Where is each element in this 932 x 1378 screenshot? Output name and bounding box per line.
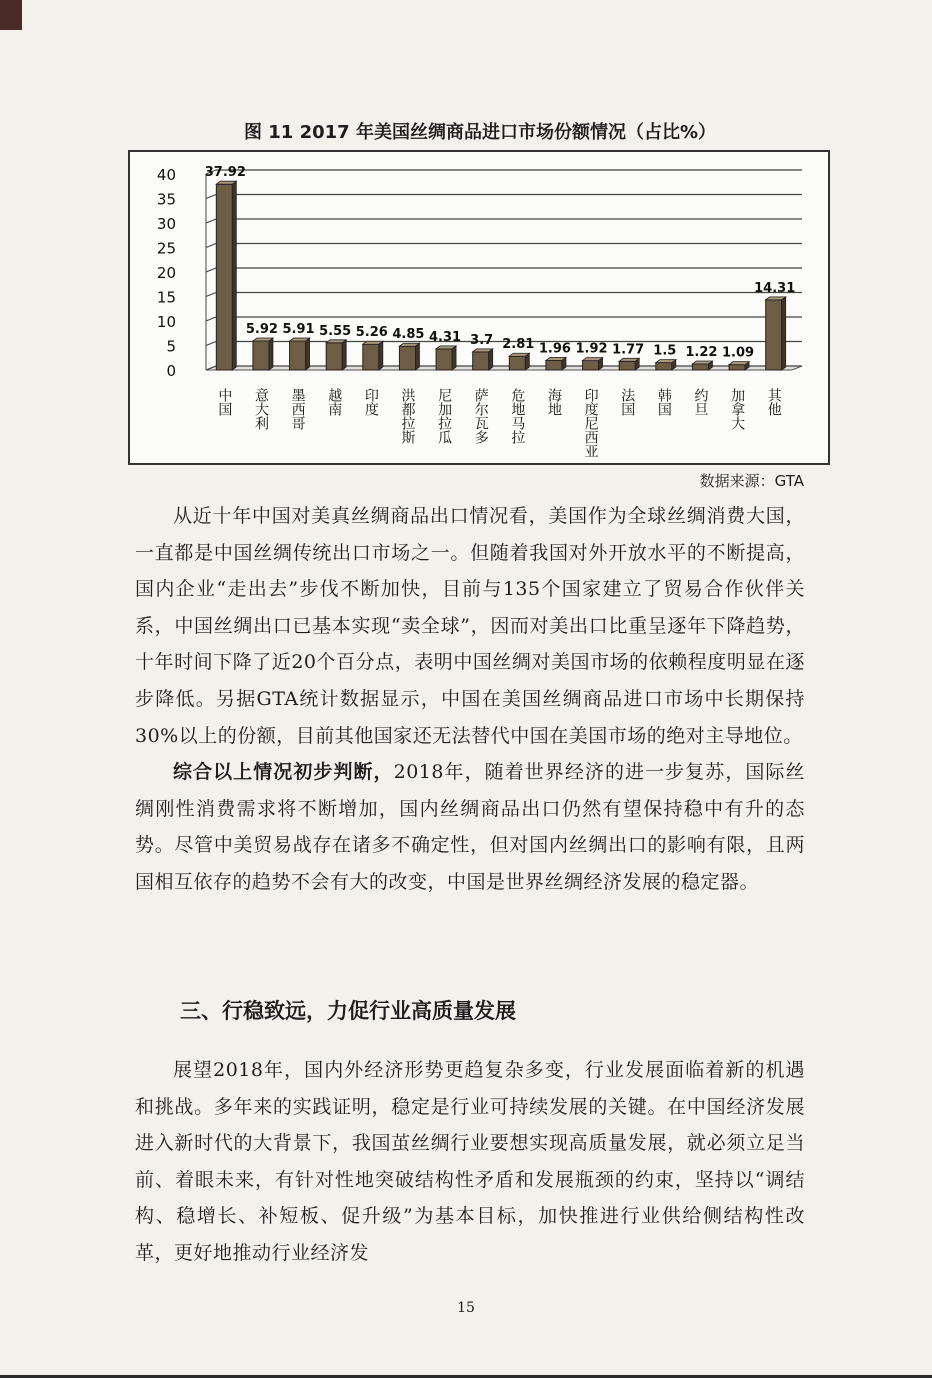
bar-top xyxy=(363,341,383,344)
data-label: 1.77 xyxy=(612,342,645,358)
body-text-lower xyxy=(135,1052,805,1272)
y-tick-label: 5 xyxy=(166,337,176,356)
y-tick-label: 30 xyxy=(156,215,176,233)
data-label: 1.22 xyxy=(685,345,718,361)
category-label: 萨尔瓦多 xyxy=(472,388,489,444)
bar-side xyxy=(489,349,493,370)
page-number: 15 xyxy=(457,1300,475,1316)
paragraph-2 xyxy=(135,754,805,900)
bar xyxy=(363,344,379,370)
bar xyxy=(326,343,342,370)
category-label: 印度尼西亚 xyxy=(582,388,599,458)
bar-top xyxy=(290,338,310,341)
bar-side xyxy=(452,346,456,370)
bar-side xyxy=(379,341,383,370)
data-label: 1.5 xyxy=(653,343,677,359)
gridline-depth xyxy=(206,317,216,321)
data-label: 3.7 xyxy=(470,332,494,348)
category-label: 越南 xyxy=(326,388,343,416)
bar xyxy=(619,361,635,370)
bar-top xyxy=(619,358,639,361)
bar-side xyxy=(342,340,346,370)
bar-top xyxy=(326,340,346,343)
bar xyxy=(509,356,525,370)
y-tick-label: 40 xyxy=(156,166,176,184)
chart-source: 数据来源：GTA xyxy=(699,472,804,490)
paragraph-1 xyxy=(135,498,805,754)
y-tick-label: 25 xyxy=(156,239,176,258)
bar-side xyxy=(415,343,419,370)
bar xyxy=(473,352,489,370)
bar-side xyxy=(232,181,236,370)
bar-side xyxy=(782,297,786,370)
y-tick-label: 15 xyxy=(156,288,176,307)
category-label: 海地 xyxy=(545,388,562,416)
bar xyxy=(436,349,452,370)
chart-frame xyxy=(128,150,830,465)
gridline-depth xyxy=(206,244,216,248)
data-label: 2.81 xyxy=(502,337,535,353)
bar-top xyxy=(583,358,603,361)
category-label: 洪都拉斯 xyxy=(399,388,416,444)
data-label: 4.31 xyxy=(429,329,462,345)
bar xyxy=(766,300,782,370)
category-label: 加拿大 xyxy=(729,388,746,430)
category-label: 危地马拉 xyxy=(509,388,526,444)
data-label: 5.91 xyxy=(282,322,315,338)
bar-chart xyxy=(130,152,828,463)
bar-top xyxy=(729,362,749,365)
data-label: 37.92 xyxy=(204,165,246,181)
paragraph-2-text: 2018年，随着世界经济的进一步复苏，国际丝绸刚性消费需求将不断增加，国内丝绸商品出口仍然有望保持稳中有升的态势。尽管中美贸易战存在诸多不确定性，但对国内丝绸出口的影响有限，且两国相互依存的趋势不会有大的改变，中国是世界丝绸经济发展的稳定器。 xyxy=(135,761,805,893)
category-label: 其他 xyxy=(765,388,782,416)
y-tick-label: 0 xyxy=(166,362,176,380)
bar xyxy=(253,341,269,370)
category-label: 韩国 xyxy=(655,388,672,416)
body-text-upper xyxy=(135,498,805,901)
data-label: 5.26 xyxy=(355,325,388,341)
paragraph-1-text: 从近十年中国对美真丝绸商品出口情况看，美国作为全球丝绸消费大国，一直都是中国丝绸传统出口市场之一。但随着我国对外开放水平的不断提高，国内企业“走出去”步伐不断加快，目前与135个国家建立了贸易合作伙伴关系，中国丝绸出口已基本实现“卖全球”，因而对美出口比重呈逐年下降趋势，十年时间下降了近20个百分点，表明中国丝绸对美国市场的依赖程度明显在逐步降低。另据GTA统计数据显示，中国在美国丝绸商品进口市场中长期保持30%以上的份额，目前其他国家还无法替代中国在美国市场的绝对主导地位。 xyxy=(135,505,805,747)
bar-top xyxy=(436,346,456,349)
data-label: 1.09 xyxy=(722,345,755,361)
bar-top xyxy=(473,349,493,352)
bar-side xyxy=(306,338,310,370)
y-tick-label: 10 xyxy=(156,313,176,331)
category-label: 墨西哥 xyxy=(289,388,306,430)
category-label: 中国 xyxy=(216,388,233,416)
gridline-depth xyxy=(206,268,216,272)
paragraph-2-lead: 综合以上情况初步判断， xyxy=(173,761,394,784)
chart-title: 图 11 2017 年美国丝绸商品进口市场份额情况（占比%） xyxy=(244,122,716,143)
bar xyxy=(729,365,745,370)
category-label: 尼加拉瓜 xyxy=(436,388,453,444)
gridline-depth xyxy=(206,293,216,297)
bar-top xyxy=(509,353,529,356)
data-label: 1.92 xyxy=(575,341,608,357)
data-label: 5.92 xyxy=(245,321,278,337)
data-label: 1.96 xyxy=(538,341,571,357)
page-edge-mark xyxy=(0,0,22,30)
y-tick-label: 35 xyxy=(156,190,176,209)
bar-top xyxy=(656,360,676,363)
bar xyxy=(546,360,562,370)
gridline-depth xyxy=(206,195,216,199)
bar-top xyxy=(253,338,273,341)
category-label: 约旦 xyxy=(692,388,709,416)
bar-top xyxy=(546,357,566,360)
gridline-depth xyxy=(206,219,216,223)
category-label: 印度 xyxy=(362,388,379,416)
category-label: 法国 xyxy=(619,388,636,416)
data-label: 4.85 xyxy=(392,327,425,343)
bar-top xyxy=(216,181,236,184)
bar xyxy=(399,346,415,370)
section-heading: 三、行稳致远，力促行业高质量发展 xyxy=(180,999,516,1023)
paragraph-3: 展望2018年，国内外经济形势更趋复杂多变，行业发展面临着新的机遇和挑战。多年来的实践证明，稳定是行业可持续发展的关键。在中国经济发展进入新时代的大背景下，我国茧丝绸行业要想实现高质量发展，就必须立足当前、着眼未来，有针对性地突破结构性矛盾和发展瓶颈的约束，坚持以“调结构、稳增长、补短板、促升级”为基本目标，加快推进行业供给侧结构性改革，更好地推动行业经济发 xyxy=(135,1059,805,1264)
data-label: 5.55 xyxy=(319,323,352,339)
bar-top xyxy=(692,361,712,364)
bar xyxy=(692,364,708,370)
bar-top xyxy=(766,297,786,300)
data-label: 14.31 xyxy=(754,280,796,296)
bar-side xyxy=(269,338,273,370)
gridline-depth xyxy=(206,342,216,346)
bar xyxy=(583,361,599,370)
bar xyxy=(656,363,672,370)
category-label: 意大利 xyxy=(252,388,269,430)
y-tick-label: 20 xyxy=(156,264,176,282)
bar xyxy=(216,184,232,370)
bar-top xyxy=(399,343,419,346)
bar xyxy=(290,341,306,370)
